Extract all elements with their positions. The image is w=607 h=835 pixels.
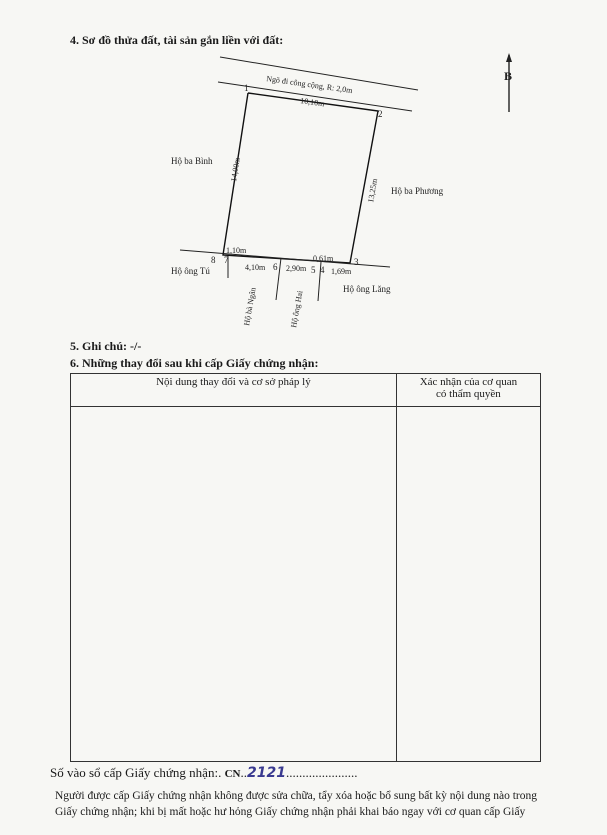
- col-header-confirmation-line2: có thẩm quyền: [436, 388, 501, 400]
- warning-note: Người được cấp Giấy chứng nhận không được sửa chữa, tẩy xóa hoặc bổ sung bất kỳ nội dung nào trong Giấy chứng nhận; khi bị mất hoặc hư hỏng Giấy chứng nhận phải khai báo ngay với cơ quan cấp Giấy: [55, 790, 537, 818]
- section-6-title: 6. Những thay đổi sau khi cấp Giấy chứng nhận:: [70, 356, 319, 370]
- point-4: 4: [320, 265, 325, 275]
- neighbor-binh: Hộ ba Bình: [171, 156, 213, 166]
- plot-outline: [223, 93, 378, 263]
- dim-d5: 1,69m: [331, 267, 352, 276]
- registry-line: [50, 765, 357, 781]
- registry-code: CN: [224, 768, 241, 780]
- point-8: 8: [211, 255, 216, 265]
- point-5: 5: [311, 265, 316, 275]
- section-5-title: 5. Ghi chú: -/-: [70, 339, 142, 353]
- dim-d4: 0,61m: [313, 254, 334, 263]
- dim-top: 10,10m: [299, 96, 325, 109]
- point-2: 2: [378, 109, 383, 119]
- road-label: Ngõ đi công cộng, R: 2,0m: [265, 74, 354, 96]
- col-header-confirmation-line1: Xác nhận của cơ quan: [419, 376, 518, 388]
- registry-dots-1: ..: [240, 765, 247, 780]
- point-6: 6: [273, 262, 278, 272]
- point-7: 7: [224, 255, 229, 265]
- section-4-title: 4. Sơ đồ thửa đất, tài sản gắn liền với đất:: [70, 33, 284, 47]
- changes-table-header-row: [71, 374, 541, 407]
- changes-table: [70, 373, 541, 762]
- col-header-content: Nội dung thay đổi và cơ sở pháp lý: [71, 374, 397, 407]
- dim-d2: 4,10m: [245, 263, 266, 272]
- changes-confirmation-cell: [396, 407, 540, 762]
- col-header-confirmation: [396, 374, 540, 407]
- registry-number: 2121: [246, 765, 286, 781]
- neighbor-lang: Hộ ông Lăng: [343, 284, 391, 294]
- registry-label: Số vào sổ cấp Giấy chứng nhận:.: [50, 765, 222, 780]
- neighbor-hai: Hộ ông Hai: [289, 290, 305, 329]
- dim-right: 13,25m: [366, 177, 380, 204]
- neighbor-tu: Hộ ông Tú: [171, 266, 210, 276]
- land-plot-sketch: [0, 0, 607, 340]
- dim-d1: 1,10m: [226, 246, 247, 255]
- changes-content-cell: [71, 407, 397, 762]
- dim-d3: 2,90m: [286, 264, 307, 273]
- registry-dots-2: ......................: [285, 765, 358, 780]
- north-label: B: [504, 69, 513, 83]
- neighbor-phuong: Hộ ba Phương: [391, 186, 444, 196]
- changes-table-body-row: [71, 407, 541, 762]
- point-1: 1: [244, 83, 249, 93]
- neighbor-ngan: Hộ bà Ngân: [242, 286, 258, 327]
- point-3: 3: [354, 257, 359, 267]
- dim-left: 14,00m: [229, 156, 242, 183]
